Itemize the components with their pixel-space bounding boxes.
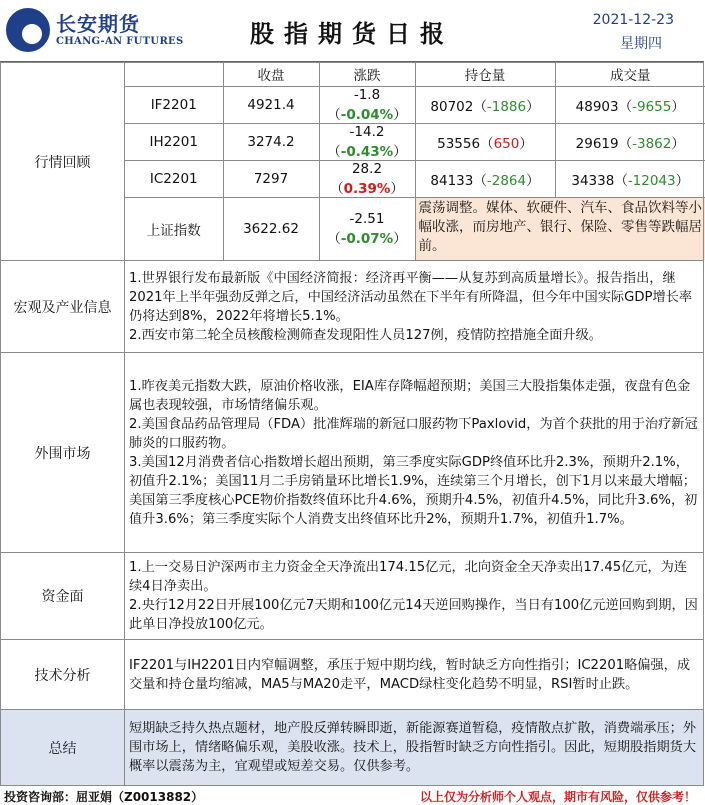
quote-table — [125, 63, 705, 260]
index-change: -2.51（-0.07%） — [319, 197, 415, 260]
close-value: 4921.4 — [223, 86, 319, 123]
macro-content — [125, 261, 704, 353]
quote-header — [125, 63, 223, 86]
contract-name: IC2201 — [125, 160, 223, 197]
quote-header: 持仓量 — [415, 63, 555, 86]
quote-header: 成交量 — [555, 63, 705, 86]
funds-item: 1.上一交易日沪深两市主力资金全天净流出174.15亿元，北向资金全天净卖出17.45亿元，为连续4日净卖出。 — [129, 560, 688, 594]
company-logo-icon — [6, 8, 50, 52]
section-label-external: 外围市场 — [1, 353, 125, 553]
open-interest: 53556（650） — [415, 123, 555, 160]
market-comment: 震荡调整。媒体、软硬件、汽车、食品饮料等小幅收涨，而房地产、银行、保险、零售等跌幅居前。 — [415, 197, 705, 260]
volume: 34338（-12043） — [555, 160, 705, 197]
company-name-cn: 长安期货 — [56, 12, 140, 36]
index-name: 上证指数 — [125, 197, 223, 260]
analyst-credit: 投资咨询部：屈亚娟（Z0013882） — [4, 790, 204, 804]
open-interest: 84133（-2864） — [415, 160, 555, 197]
contract-name: IF2201 — [125, 86, 223, 123]
company-name-en: CHANG-AN FUTURES — [56, 36, 184, 47]
market-review-cell — [125, 63, 704, 261]
external-item: 2.美国食品药品管理局（FDA）批准辉瑞的新冠口服药物下Paxlovid，为首个获批的用于治疗新冠肺炎的口服药物。 — [129, 416, 698, 451]
volume: 29619（-3862） — [555, 123, 705, 160]
quote-header-row — [125, 63, 705, 86]
index-close: 3622.62 — [223, 197, 319, 260]
funds-item: 2.央行12月22日开展100亿元7天期和100亿元14天逆回购操作，当日有100亿元逆回购到期，因此单日净投放100亿元。 — [129, 598, 698, 632]
report-table — [0, 62, 704, 786]
section-label-macro: 宏观及产业信息 — [1, 261, 125, 353]
external-item: 1.昨夜美元指数大跌，原油价格收涨，EIA库存降幅超预期；美国三大股指集体走强，夜盘有色金属也表现较强，市场情绪偏乐观。 — [129, 378, 691, 413]
external-content — [125, 353, 704, 553]
section-label-funds: 资金面 — [1, 553, 125, 640]
report-weekday: 星期四 — [620, 36, 662, 52]
volume: 48903（-9655） — [555, 86, 705, 123]
disclaimer: 以上仅为分析师个人观点，期市有风险，仅供参考！ — [419, 790, 696, 804]
section-label-market: 行情回顾 — [1, 63, 125, 261]
funds-content — [125, 553, 704, 640]
close-value: 3274.2 — [223, 123, 319, 160]
quote-row — [125, 123, 705, 160]
quote-row — [125, 160, 705, 197]
quote-row — [125, 86, 705, 123]
contract-name: IH2201 — [125, 123, 223, 160]
quote-header: 收盘 — [223, 63, 319, 86]
external-item: 3.美国12月消费者信心指数增长超出预期，第三季度实际GDP终值环比升2.3%，预期升2.1%，初值升2.1%；美国11月二手房销量环比增长1.9%，连续第三个月增长，创下1月以来最大增幅；美国第三季度核心PCE物价指数终值环比升4.6%，预期升4.5%，初值升4.5%，同比升3.6%，初值升3.6%；第三季度实际个人消费支出终值环比升2%，预期升1.7%，初值升1.7%。 — [129, 454, 698, 527]
close-value: 7297 — [223, 160, 319, 197]
summary-content: 短期缺乏持久热点题材，地产股反弹转瞬即逝，新能源赛道暂稳，疫情散点扩散，消费端承压；外围市场上，情绪略偏乐观，美股收涨。技术上，股指暂时缺乏方向性指引。因此，短期股指期货大概率以震荡为主，宜观望或短差交易。仅供参考。 — [125, 710, 704, 786]
report-header — [0, 0, 704, 62]
change-value: -14.2（-0.43%） — [319, 123, 415, 160]
macro-item: 2.西安市第二轮全员核酸检测筛查发现阳性人员127例，疫情防控措施全面升级。 — [129, 327, 602, 343]
change-value: -1.8（-0.04%） — [319, 86, 415, 123]
section-label-summary: 总结 — [1, 710, 125, 786]
macro-item: 1.世界银行发布最新版《中国经济简报：经济再平衡——从复苏到高质量增长》。报告指出，继2021年上半年强劲反弹之后，中国经济活动虽然在下半年有所降温，但今年中国实际GDP增长率仍将达到8%，2022年将增长5.1%。 — [129, 270, 693, 324]
quote-header: 涨跌 — [319, 63, 415, 86]
report-date: 2021-12-23 — [592, 12, 674, 28]
section-label-technical: 技术分析 — [1, 640, 125, 710]
report-footer — [0, 786, 704, 805]
technical-content: IF2201与IH2201日内窄幅调整，承压于短中期均线，暂时缺乏方向性指引；IC2201略偏强，成交量和持仓量均缩减，MA5与MA20走平，MACD绿柱变化趋势不明显，RSI暂时止跌。 — [125, 640, 704, 710]
open-interest: 80702（-1886） — [415, 86, 555, 123]
report-title: 股指期货日报 — [250, 20, 454, 48]
index-row — [125, 197, 705, 260]
change-value: 28.2（0.39%） — [319, 160, 415, 197]
